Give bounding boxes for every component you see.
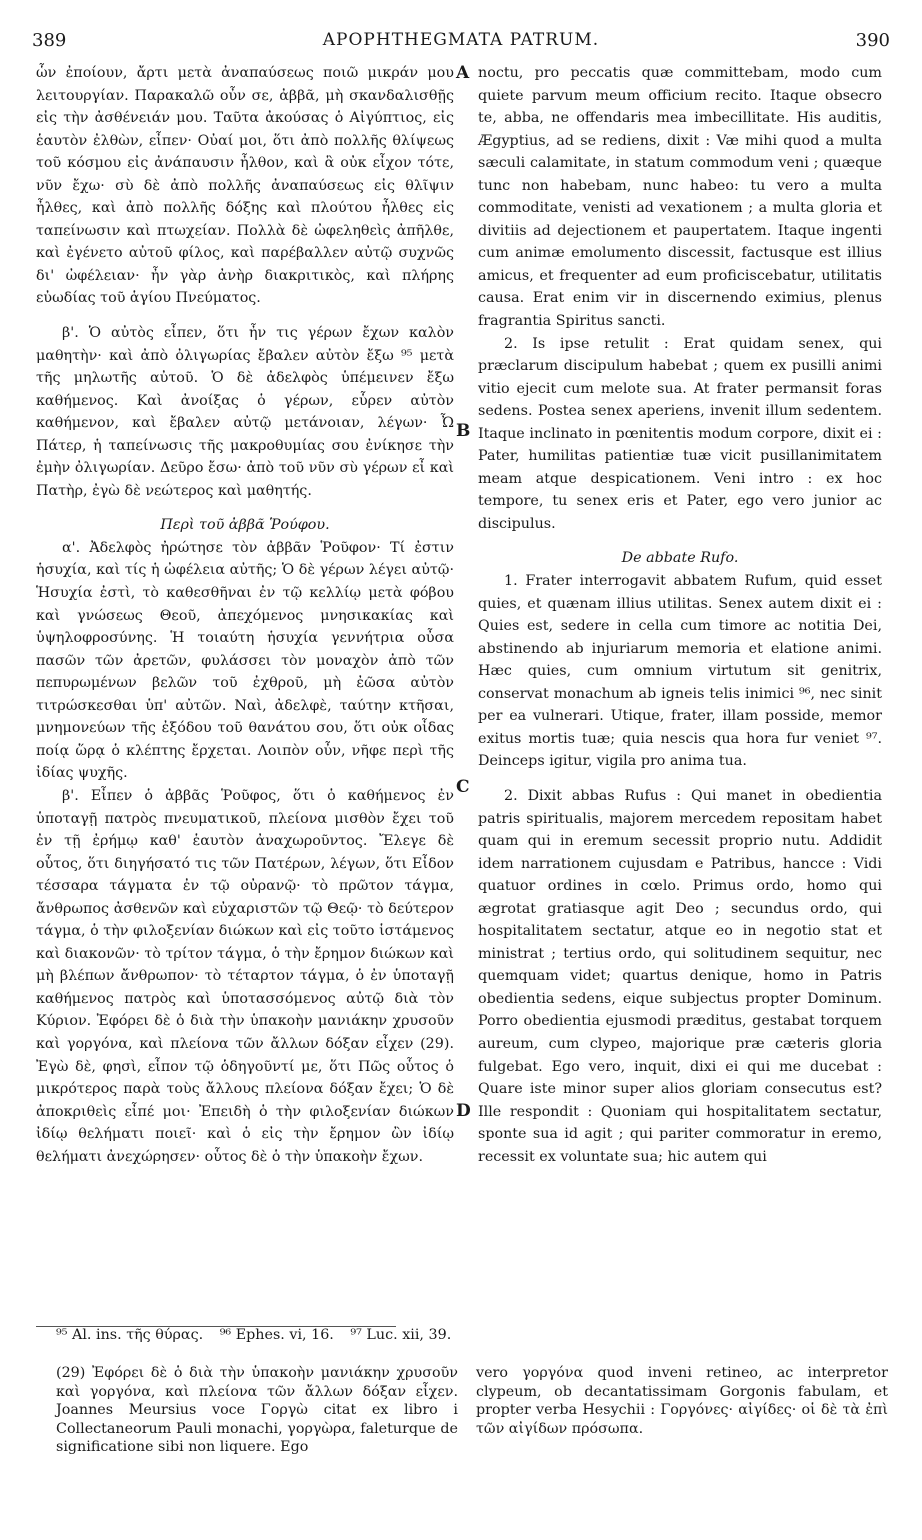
footnote-line	[56, 1327, 463, 1343]
page-number-left: 389	[32, 30, 67, 51]
editorial-note-left	[56, 1364, 458, 1457]
latin-paragraph: 2. Dixit abbas Rufus : Qui manet in obedientia patris spiritualis, majorem mercedem repositam habet quam qui in eremum secessit proprio nutu. Addidit idem narrationem cujusdam e Patribus, hancce : Vidi quatuor ordines in cœlo. Primus ordo, homo qui ægrotat gratiasque agit Deo ; secundus ordo, qui hospitalitatem sectatur, atque eo in negotio stat et ministrat ; tertius ordo, qui solitudinem sequitur, nec quemquam videt; quartus denique, homo in Patris obedientia sedens, eique subjectus propter Dominum. Porro obedientia ejusmodi præditus, gestabat torquem aureum, cum clypeo, majorique præ cæteris gloria fulgebat. Ego vero, inquit, dixi ei qui me ducebat : Quare iste minor super alios gloriam consecutus est? Ille respondit : Quoniam qui hospitalitatem sectatur, sponte sua id agit ; qui pariter commoratur in eremo, recessit ex voluntate sua; hic autem qui	[478, 787, 882, 1165]
latin-paragraph: 2. Is ipse retulit : Erat quidam senex, qui præclarum discipulum habebat ; quem ex pusilli animi vitio ejecit cum melote sua. At frater permansit foras sedens. Postea senex aperiens, invenit illum sedentem. Itaque inclinato in pœnitentis modum corpore, dixit ei : Pater, humilitas patientiæ tuæ vicit pusillanimitatem meam atque despicationem. Veni intro : ex hoc tempore, tu senex eris et Pater, ego vero junior ac discipulus.	[478, 335, 882, 532]
margin-mark-d: D	[456, 1101, 471, 1121]
greek-paragraph: β'. Ὁ αὐτὸς εἶπεν, ὅτι ἦν τις γέρων ἔχων καλὸν μαθητὴν· καὶ ἀπὸ ὀλιγωρίας ἔβαλεν αὐτὸν ἔξω ⁹⁵ μετὰ τῆς μηλωτῆς αὐτοῦ. Ὁ δὲ ἀδελφὸς ὑπέμεινεν ἔξω καθήμενος. Καὶ ἀνοίξας ὁ γέρων, εὗρεν αὐτὸν καθήμενον, καὶ ἔβαλεν αὐτῷ μετάνοιαν, λέγων· Ὦ Πάτερ, ἡ ταπείνωσις τῆς μακροθυμίας σου ἐνίκησε τὴν ἐμὴν ὀλιγωρίαν. Δεῦρο ἔσω· ἀπὸ τοῦ νῦν σὺ γέρων εἶ καὶ Πατὴρ, ἐγὼ δὲ νεώτερος καὶ μαθητής.	[36, 325, 454, 499]
greek-paragraph: α'. Ἀδελφὸς ἠρώτησε τὸν ἀββᾶν Ῥοῦφον· Τί ἐστιν ἡσυχία, καὶ τίς ἡ ὠφέλεια αὐτῆς; Ὁ δὲ γέρων λέγει αὐτῷ· Ἡσυχία ἐστὶ, τὸ καθεσθῆναι ἐν τῷ κελλίῳ μετὰ φόβου καὶ γνώσεως Θεοῦ, ἀπεχόμενος μνησικακίας καὶ ὑψηλοφροσύνης. Ἡ τοιαύτη ἡσυχία γεννήτρια οὖσα πασῶν τῶν ἀρετῶν, φυλάσσει τὸν μοναχὸν ἀπὸ τῶν πεπυρωμένων βελῶν τοῦ ἐχθροῦ, μὴ ἐῶσα αὐτὸν τιτρώσκεσθαι ὑπ' αὐτῶν. Ναὶ, ἀδελφὲ, ταύτην κτῆσαι, μνημονεύων τῆς ἐξόδου τοῦ θανάτου σου, ὅτι οὐκ οἶδας ποίᾳ ὥρᾳ ὁ κλέπτης ἔρχεται. Λοιπὸν οὖν, νῆφε περὶ τῆς ἰδίας ψυχῆς.	[36, 539, 454, 782]
greek-column	[36, 62, 454, 1168]
editorial-note-right	[476, 1364, 888, 1438]
margin-mark-c: C	[456, 777, 470, 797]
running-header	[26, 22, 896, 52]
latin-section-heading: De abbate Rufo.	[621, 550, 739, 567]
latin-paragraph: noctu, pro peccatis quæ committebam, modo cum quiete parvum meum officium recito. Itaque obsecro te, abba, ne offendaris mea imbecillitate. His auditis, Ægyptius, ad se rediens, dixit : Væ mihi quod a multa sæculi calamitate, in statum commodum veni ; quæque tunc non habebam, nunc habeo: tu vero a multa commoditate, venisti ad vexationem ; a multa gloria et divitiis ad dejectionem et paupertatem. Itaque ingenti cum animæ emolumento discessit, factusque est illius amicus, et frequenter ad eum proficiscebatur, utilitatis causa. Erat enim vir in discernendo eximius, plenus fragrantia Spiritus sancti.	[478, 65, 882, 330]
greek-paragraph: ὧν ἐποίουν, ἄρτι μετὰ ἀναπαύσεως ποιῶ μικράν μου λειτουργίαν. Παρακαλῶ οὖν σε, ἀββᾶ, μὴ σκανδαλισθῇς εἰς τὴν ἀσθένειάν μου. Ταῦτα ἀκούσας ὁ Αἰγύπτιος, εἰς ἑαυτὸν ἐλθὼν, εἶπεν· Οὐαί μοι, ὅτι ἀπὸ πολλῆς θλίψεως τοῦ κόσμου εἰς ἀνάπαυσιν ἦλθον, καὶ ἃ οὐκ εἶχον τότε, νῦν ἔχω· σὺ δὲ ἀπὸ πολλῆς ἀναπαύσεως εἰς θλῖψιν ἦλθες, καὶ ἀπὸ πολλῆς δόξης καὶ πλούτου ἦλθες εἰς ταπείνωσιν καὶ πτωχείαν. Πολλὰ δὲ ὠφεληθεὶς ἀπῆλθε, καὶ ἐγένετο αὐτοῦ φίλος, καὶ παρέβαλλεν αὐτῷ συχνῶς δι' ὠφέλειαν· ἦν γὰρ ἀνὴρ διακριτικὸς, καὶ πλήρης εὐωδίας τοῦ ἁγίου Πνεύματος.	[36, 65, 454, 307]
greek-section-heading: Περὶ τοῦ ἀββᾶ Ῥούφου.	[160, 517, 330, 534]
running-title: APOPHTHEGMATA PATRUM.	[322, 30, 600, 50]
margin-mark-b: B	[456, 421, 471, 441]
footnote: ⁹⁵ Al. ins. τῆς θύρας.	[56, 1327, 204, 1343]
footnote: ⁹⁷ Luc. xii, 39.	[350, 1327, 452, 1343]
footnote: ⁹⁶ Ephes. vi, 16.	[219, 1327, 334, 1343]
latin-column	[478, 62, 882, 1168]
note-text: vero γοργόνα quod inveni retineo, ac interpretor clypeum, ob decantatissimam Gorgonis fabulam, et propter verba Hesychii : Γοργόνες· αἰγίδες· οἱ δὲ τὰ ἐπὶ τῶν αἰγίδων πρόσωπα.	[476, 1365, 888, 1437]
note-text: (29) Ἐφόρει δὲ ὁ διὰ τὴν ὑπακοὴν μανιάκην χρυσοῦν καὶ γοργόνα, καὶ πλείονα τῶν ἄλλων δόξαν εἶχεν. Joannes Meursius voce Γοργὼ citat ex libro i Collectaneorum Pauli monachi, γοργὼρα, faleturque de significatione sibi non liquere. Ego	[56, 1365, 458, 1455]
margin-mark-a: A	[456, 63, 470, 83]
page-number-right: 390	[855, 30, 890, 51]
greek-paragraph: β'. Εἶπεν ὁ ἀββᾶς Ῥοῦφος, ὅτι ὁ καθήμενος ἐν ὑποταγῇ πατρὸς πνευματικοῦ, πλείονα μισθὸν ἔχει τοῦ ἐν τῇ ἐρήμῳ καθ' ἑαυτὸν ἀναχωροῦντος. Ἔλεγε δὲ οὗτος, ὅτι διηγήσατό τις τῶν Πατέρων, λέγων, ὅτι Εἶδον τέσσαρα τάγματα ἐν τῷ οὐρανῷ· τὸ πρῶτον τάγμα, ἄνθρωπος ἀσθενῶν καὶ εὐχαριστῶν τῷ Θεῷ· τὸ δεύτερον τάγμα, ὁ τὴν φιλοξενίαν διώκων καὶ εἰς τοῦτο ἱστάμενος καὶ διακονῶν· τὸ τρίτον τάγμα, ὁ τὴν ἔρημον διώκων καὶ μὴ βλέπων ἄνθρωπον· τὸ τέταρτον τάγμα, ὁ ἐν ὑποταγῇ καθήμενος πατρὸς καὶ ὑποτασσόμενος αὐτῷ διὰ τὸν Κύριον. Ἐφόρει δὲ ὁ διὰ τὴν ὑπακοὴν μανιάκην χρυσοῦν καὶ γοργόνα, καὶ πλείονα τῶν ἄλλων δόξαν εἶχεν (29). Ἐγὼ δὲ, φησὶ, εἶπον τῷ ὁδηγοῦντί με, ὅτι Πῶς οὗτος ὁ μικρότερος παρὰ τοὺς ἄλλους πλείονα δόξαν ἔχει; Ὁ δὲ ἀποκριθεὶς εἶπέ μοι· Ἐπειδὴ ὁ τὴν φιλοξενίαν διώκων ἰδίῳ θελήματι ποιεῖ· καὶ ὁ εἰς τὴν ἔρημον ὢν ἰδίῳ θελήματι ἀνεχώρησεν· οὗτος δὲ ὁ τὴν ὑπακοὴν ἔχων.	[36, 787, 454, 1165]
latin-paragraph: 1. Frater interrogavit abbatem Rufum, quid esset quies, et quænam illius utilitas. Senex autem dixit ei : Quies est, sedere in cella cum timore ac notitia Dei, abstinendo ab injuriarum memoria et elatione animi. Hæc quies, cum omnium virtutum sit genitrix, conservat monachum ab igneis telis inimici ⁹⁶, nec sinit per ea vulnerari. Utique, frater, illam posside, memor exitus mortis tuæ; quia nescis qua hora fur veniet ⁹⁷. Deinceps igitur, vigila pro anima tua.	[478, 573, 882, 770]
